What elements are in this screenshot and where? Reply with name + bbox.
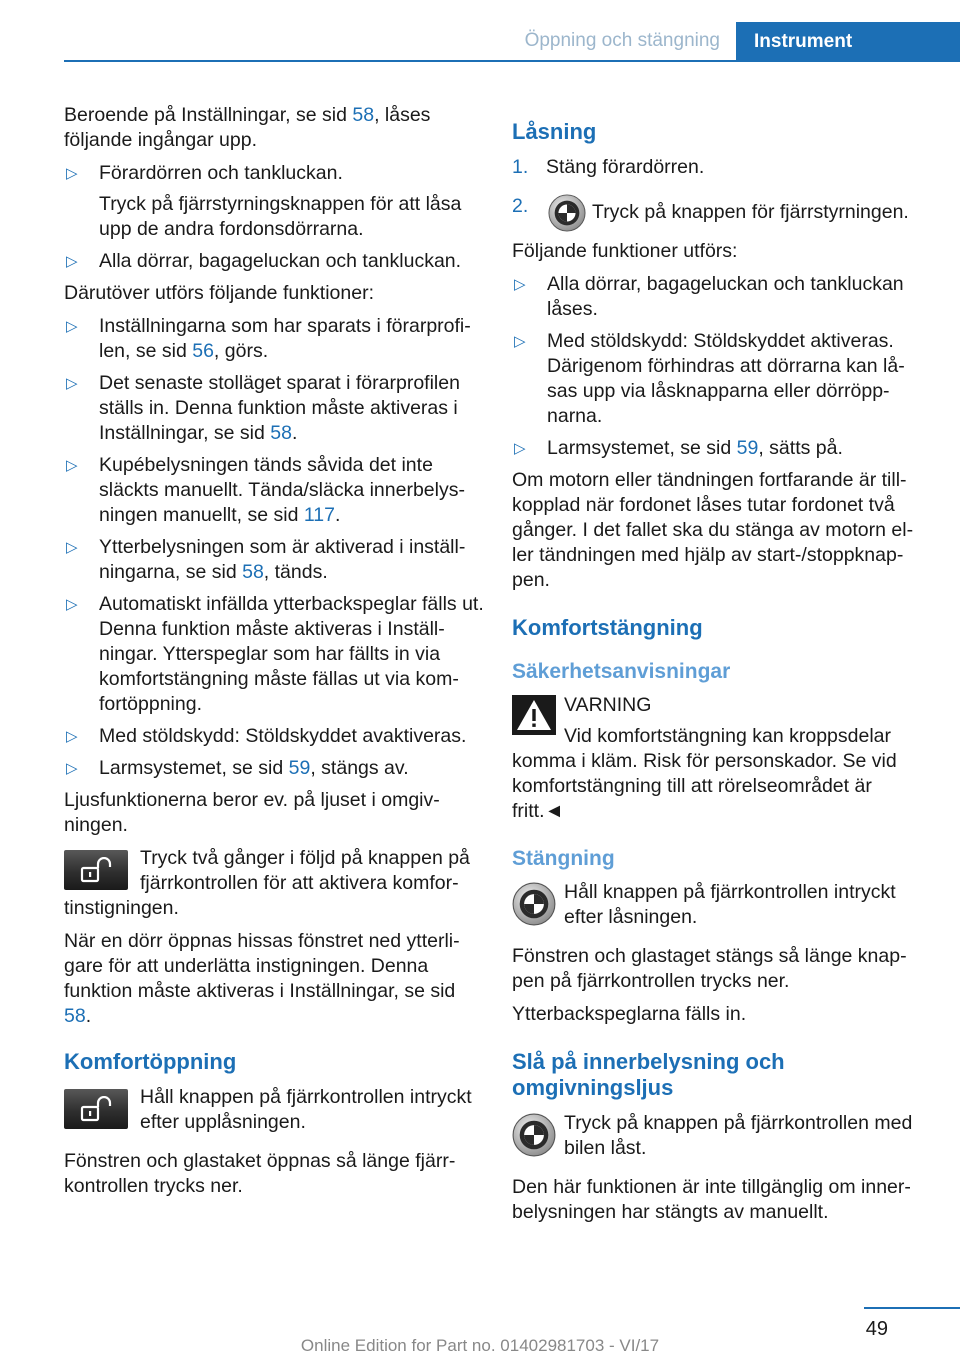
warning-title: VARNING [564, 694, 652, 716]
section-title: Öppning och stängning [524, 30, 720, 51]
bullet-triangle-icon: ▷ [66, 760, 78, 777]
intro-paragraph: Beroende på Inställningar, se sid 58, låses följande ingångar upp. [64, 104, 431, 151]
page-number-rule [864, 1307, 960, 1309]
paragraph: Ytterbackspeglarna fälls in. [512, 1003, 747, 1025]
list-item: ▷ Larmsystemet, se sid 59, sätts på. [514, 437, 843, 459]
page-link[interactable]: 56 [192, 340, 214, 362]
paragraph: Ljusfunktionerna beror ev. på ljuset i omgivningen. [64, 789, 440, 836]
page-link[interactable]: 58 [64, 1005, 86, 1027]
paragraph: Följande funktioner utförs: [512, 240, 738, 262]
sub-heading: Säkerhetsanvisningar [512, 660, 731, 683]
page-header [0, 0, 960, 64]
list-item: ▷ Ytterbelysningen som är aktiverad i inställningarna, se sid 58, tänds. [66, 536, 466, 583]
bmw-key-button-icon [512, 1113, 556, 1157]
page-number: 49 [865, 1318, 888, 1340]
list-item: ▷ Med stöldskydd: Stöldskyddet aktiveras. Därigenom förhindras att dörrarna kan låsas upp via låsknapparna eller dörröppnarna. [514, 330, 905, 427]
list-item: ▷ Larmsystemet, se sid 59, stängs av. [66, 757, 409, 779]
bullet-triangle-icon: ▷ [66, 539, 78, 556]
page-link[interactable]: 117 [303, 504, 335, 526]
bullet-triangle-icon: ▷ [66, 728, 78, 745]
bullet-triangle-icon: ▷ [514, 440, 526, 457]
unlock-button-icon [64, 850, 128, 890]
paragraph: Om motorn eller tändningen fortfarande är tillkopplad när fordonet låses tutar fordonet två gånger. I det fallet ska du stänga av motorn eller tändningen med hjälp av start-/stoppknappen. [512, 469, 914, 591]
chapter-tab-label: Instrument [754, 31, 853, 52]
bullet-triangle-icon: ▷ [514, 333, 526, 350]
bullet-triangle-icon: ▷ [66, 457, 78, 474]
bullet-triangle-icon: ▷ [66, 375, 78, 392]
page-link[interactable]: 59 [288, 757, 311, 779]
list-item: ▷ Inställningarna som har sparats i förarprofilen, se sid 56, görs. [66, 315, 471, 362]
paragraph: När en dörr öppnas hissas fönstret ned ytterligare för att underlätta instigningen. Denna funktion måste aktiveras i Inställningar, se sid 58. [64, 930, 460, 1027]
list-item: ▷ Det senaste stolläget sparat i förarprofilen ställs in. Denna funktion måste aktiveras i Inställningar, se sid 58. [66, 372, 460, 444]
warning-triangle-icon [512, 695, 556, 735]
bullet-triangle-icon: ▷ [66, 596, 78, 613]
page-link[interactable]: 58 [352, 104, 375, 126]
list-item: ▷ Med stöldskydd: Stöldskyddet avaktiveras. [66, 725, 467, 747]
section-heading: Låsning [512, 119, 597, 144]
numbered-item: 2. Tryck på knappen för fjärrstyrningen. [512, 194, 926, 232]
sub-heading: Stängning [512, 847, 615, 870]
bmw-key-button-icon [548, 194, 586, 232]
list-item: ▷ Förardörren och tankluckan. Tryck på fjärrstyrningsknappen för att låsa upp de andra fordonsdörrarna. [66, 162, 462, 240]
bmw-key-button-icon [512, 882, 556, 926]
warning-block [512, 693, 926, 824]
paragraph: Den här funktionen är inte tillgänglig om innerbelysningen har stängts av manuellt. [512, 1176, 911, 1223]
left-column [64, 103, 484, 1207]
page-link[interactable]: 59 [736, 437, 759, 459]
edition-footer: Online Edition for Part no. 01402981703 - VI/17 [300, 1336, 660, 1355]
section-heading: Slå på innerbelysning och omgivningsljus [512, 1049, 785, 1100]
bullet-triangle-icon: ▷ [66, 165, 78, 182]
list-item: ▷ Kupébelysningen tänds såvida det inte släckts manuellt. Tända/släcka innerbelysningen manuellt, se sid 117. [66, 454, 465, 526]
right-column [512, 103, 926, 1233]
paragraph: Fönstren och glastaget stängs så länge knappen på fjärrkontrollen trycks ner. [512, 945, 907, 992]
paragraph: Därutöver utförs följande funktioner: [64, 282, 375, 304]
icon-paragraph: Tryck två gånger i följd på knappen på fjärrkontrollen för att aktivera komfortinstigningen. [64, 847, 470, 919]
numbered-item: 1. Stäng förardörren. [512, 156, 705, 178]
bullet-triangle-icon: ▷ [66, 253, 78, 270]
section-heading: Komfortöppning [64, 1049, 237, 1074]
section-heading: Komfortstängning [512, 615, 703, 640]
list-item: ▷ Alla dörrar, bagageluckan och tankluckan låses. [514, 273, 904, 320]
bullet-triangle-icon: ▷ [66, 318, 78, 335]
icon-paragraph: Håll knappen på fjärrkontrollen intryckt efter låsningen. [512, 880, 926, 930]
list-item: ▷ Alla dörrar, bagageluckan och tankluckan. [66, 250, 462, 272]
page-link[interactable]: 58 [242, 561, 264, 583]
page-link[interactable]: 58 [270, 422, 292, 444]
icon-paragraph: Håll knappen på fjärrkontrollen intryckt efter upplåsningen. [64, 1085, 484, 1135]
paragraph: Fönstren och glastaket öppnas så länge fjärrkontrollen trycks ner. [64, 1150, 456, 1197]
icon-paragraph: Tryck på knappen på fjärrkontrollen med bilen låst. [512, 1111, 926, 1161]
warning-text: Vid komfortstängning kan kroppsdelar komma i kläm. Risk för personskador. Se vid komfortstängning till att rörelseområdet är fritt.◄ [512, 725, 897, 822]
bullet-triangle-icon: ▷ [514, 276, 526, 293]
list-item: ▷ Automatiskt infällda ytterbackspeglar fälls ut. Denna funktion måste aktiveras i Inställningar. Ytterspeglar som har fällts in via komfortstängning måste fällas ut via komfortöppning. [66, 593, 484, 715]
unlock-button-icon [64, 1089, 128, 1129]
header-rule [64, 60, 960, 62]
chapter-tab[interactable] [736, 22, 960, 62]
